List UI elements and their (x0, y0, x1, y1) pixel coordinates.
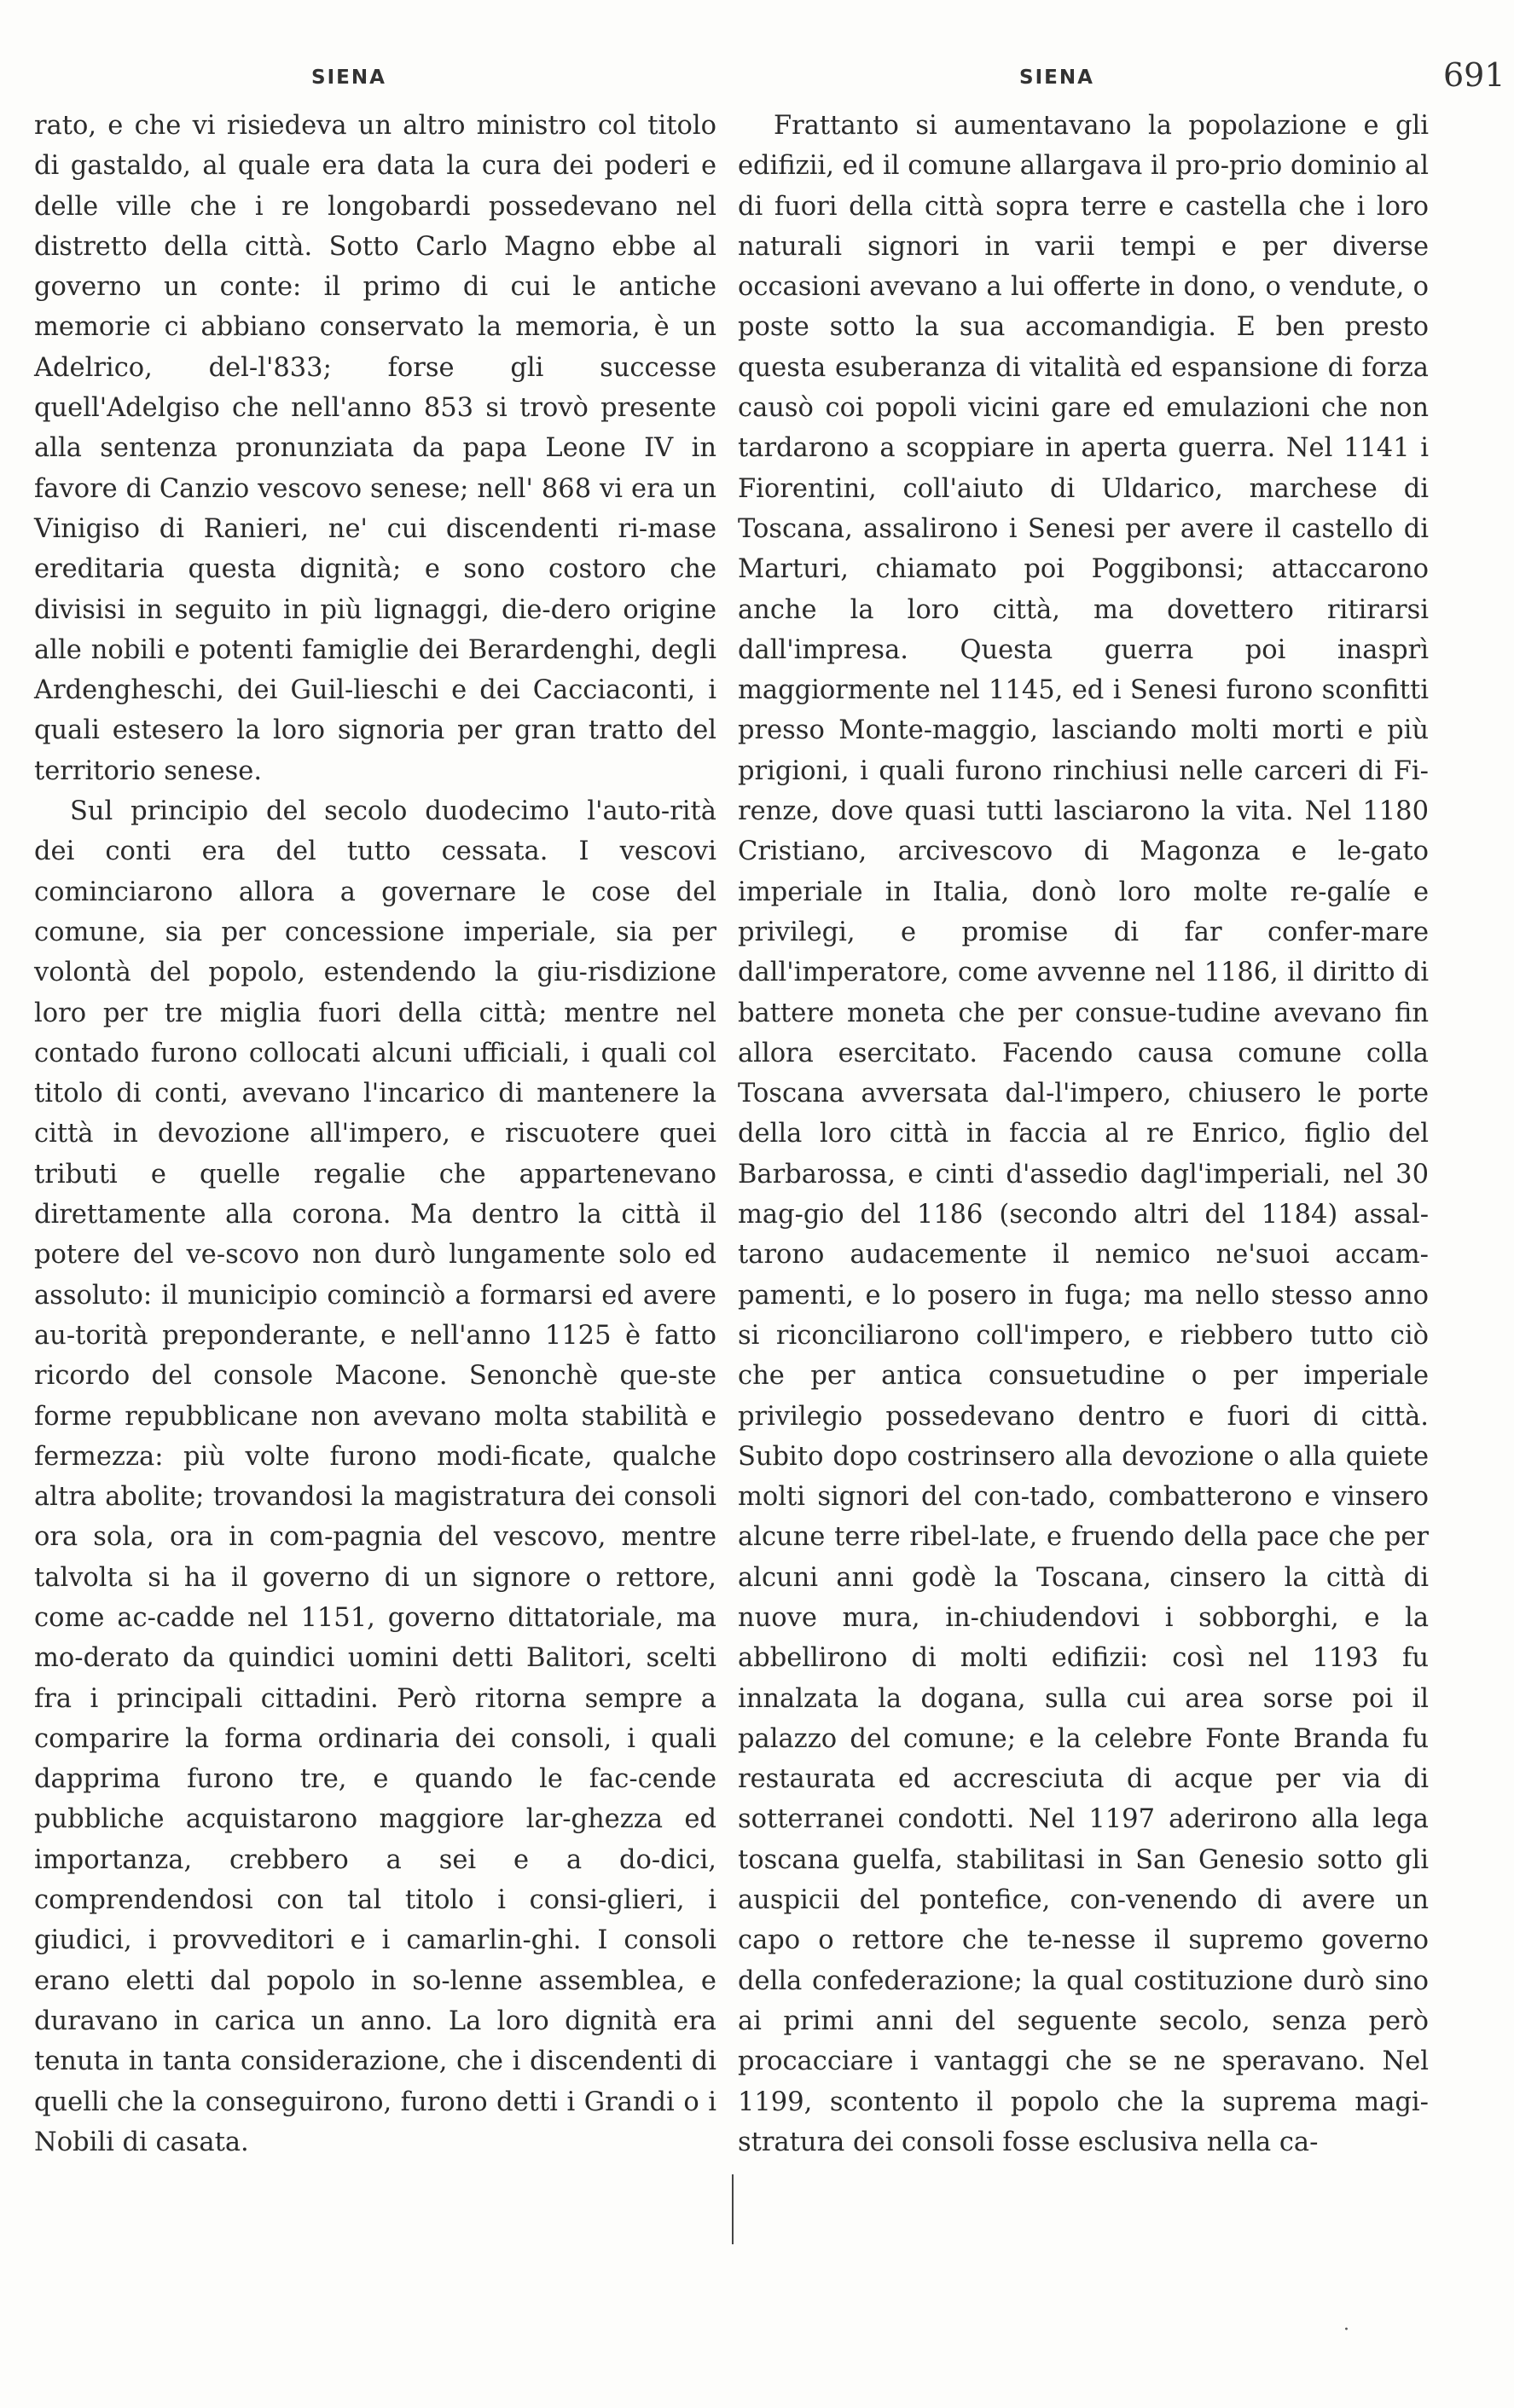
left-paragraph-1: rato, e che vi risiedeva un altro ministro col titolo di gastaldo, al quale era data la cura dei poderi e delle ville che i re longobardi possedevano nel distretto della città. Sotto Carlo Magno ebbe al governo un conte: il primo di cui le antiche memorie ci abbiano conservato la memoria, è un Adelrico, del-l'833; forse gli successe quell'Adelgiso che nell'anno 853 si trovò presente alla sentenza pronunziata da papa Leone IV in favore di Canzio vescovo senese; nell' 868 vi era un Vinigiso di Ranieri, ne' cui discendenti ri-mase ereditaria questa dignità; e sono costoro che divisisi in seguito in più lignaggi, die-dero origine alle nobili e potenti famiglie dei Berardenghi, degli Ardengheschi, dei Guil-lieschi e dei Cacciaconti, i quali estesero la loro signoria per gran tratto del territorio senese. (34, 111, 716, 786)
column-divider (732, 2174, 734, 2244)
page-number: 691 (1443, 56, 1505, 94)
right-paragraph-1: Frattanto si aumentavano la popolazione e gli edifizii, ed il comune allargava il pro-prio dominio al di fuori della città sopra terre e castella che i loro naturali signori in varii tempi e per diverse occasioni avevano a lui offerte in dono, o vendute, o poste sotto la sua accomandigia. E ben presto questa esuberanza di vitalità ed espansione di forza causò coi popoli vicini gare ed emulazioni che non tardarono a scoppiare in aperta guerra. Nel 1141 i Fiorentini, coll'aiuto di Uldarico, marchese di Toscana, assalirono i Senesi per avere il castello di Marturi, chiamato poi Poggibonsi; attaccarono anche la loro città, ma dovettero ritirarsi dall'impresa. Questa guerra poi inasprì maggiormente nel 1145, ed i Senesi furono sconfitti presso Monte-maggio, lasciando molti morti e più prigioni, i quali furono rinchiusi nelle carceri di Fi-renze, dove quasi tutti lasciarono la vita. Nel 1180 Cristiano, arcivescovo di Magonza e le-gato imperiale in Italia, donò loro molte re-galíe e privilegi, e promise di far confer-mare dall'imperatore, come avvenne nel 1186, il diritto di battere moneta che per consue-tudine avevano fin allora esercitato. Facendo causa comune colla Toscana avversata dal-l'impero, chiusero le porte della loro città in faccia al re Enrico, figlio del Barbarossa, e cinti d'assedio dagl'imperiali, nel 30 mag-gio del 1186 (secondo altri del 1184) assal-tarono audacemente il nemico ne'suoi accam-pamenti, e lo posero in fuga; ma nello stesso anno si riconciliarono coll'impero, e riebbero tutto ciò che per antica consuetudine o per imperiale privilegio possedevano dentro e fuori di città. Subito dopo costrinsero alla devozione o alla quiete molti signori del con-tado, combatterono e vinsero alcune terre ribel-late, e fruendo della pace che per alcuni anni godè la Toscana, cinsero la città di nuove mura, in-chiudendovi i sobborghi, e la abbellirono di molti edifizii: così nel 1193 fu innalzata la dogana, sulla cui area sorse poi il palazzo del comune; e la celebre Fonte Branda fu restaurata ed accresciuta di acque per via di sotterranei condotti. Nel 1197 aderirono alla lega toscana guelfa, stabilitasi in San Genesio sotto gli auspicii del pontefice, con-venendo di avere un capo o rettore che te-nesse il supremo governo della confederazione; la qual costituzione durò sino ai primi anni del seguente secolo, senza però procacciare i vantaggi che se ne speravano. Nel 1199, scontento il popolo che la suprema magi-stratura dei consoli fosse esclusiva nella ca- (738, 111, 1429, 2157)
left-text-column (34, 106, 716, 2162)
right-text-column (738, 106, 1429, 2162)
running-head-left: SIENA (311, 67, 386, 89)
running-head-right: SIENA (1019, 67, 1094, 89)
left-paragraph-2: Sul principio del secolo duodecimo l'auto-rità dei conti era del tutto cessata. I vescovi cominciarono allora a governare le cose del comune, sia per concessione imperiale, sia per volontà del popolo, estendendo la giu-risdizione loro per tre miglia fuori della città; mentre nel contado furono collocati alcuni ufficiali, i quali col titolo di conti, avevano l'incarico di mantenere la città in devozione all'impero, e riscuotere quei tributi e quelle regalie che appartenevano direttamente alla corona. Ma dentro la città il potere del ve-scovo non durò lungamente solo ed assoluto: il municipio cominciò a formarsi ed avere au-torità preponderante, e nell'anno 1125 è fatto ricordo del console Macone. Senonchè que-ste forme repubblicane non avevano molta stabilità e fermezza: più volte furono modi-ficate, qualche altra abolite; trovandosi la magistratura dei consoli ora sola, ora in com-pagnia del vescovo, mentre talvolta si ha il governo di un signore o rettore, come ac-cadde nel 1151, governo dittatoriale, ma mo-derato da quindici uomini detti Balitori, scelti fra i principali cittadini. Però ritorna sempre a comparire la forma ordinaria dei consoli, i quali dapprima furono tre, e quando le fac-cende pubbliche acquistarono maggiore lar-ghezza ed importanza, crebbero a sei e a do-dici, comprendendosi con tal titolo i consi-glieri, i giudici, i provveditori e i camarlin-ghi. I consoli erano eletti dal popolo in so-lenne assemblea, e duravano in carica un anno. La loro dignità era tenuta in tanta considerazione, che i discendenti di quelli che la conseguirono, furono detti i Grandi o i Nobili di casata. (34, 796, 716, 2157)
page-speck: · (1343, 2319, 1349, 2341)
